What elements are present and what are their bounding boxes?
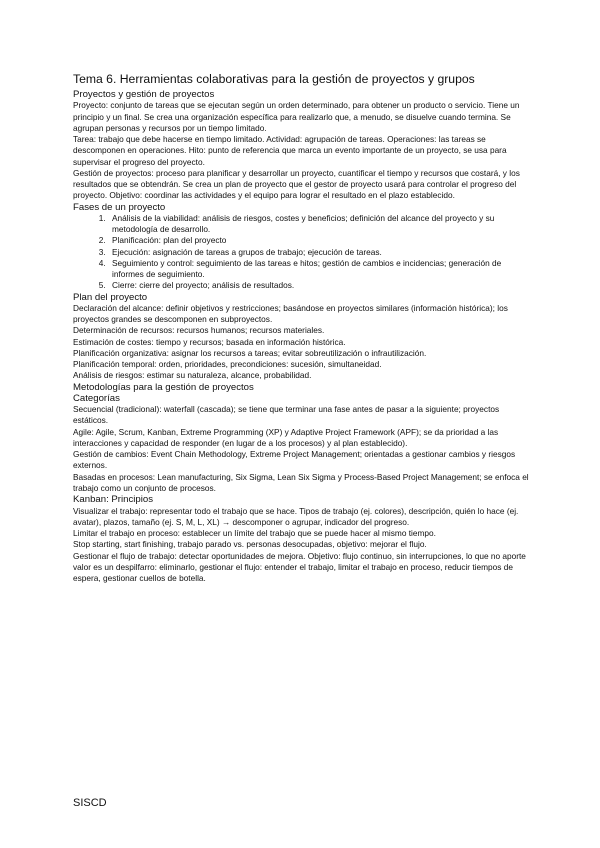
paragraph-gestion: Gestión de proyectos: proceso para planificar y desarrollar un proyecto, cuantificar el tiempo y recursos que costará, y los resultados que se obtendrán. Se crea un plan de proyecto que el gestor de proyecto usará para controlar el progreso del proyecto. Objetivo: coordinar las actividades y el equipo para lograr el resultado en el plazo establecido. <box>73 167 520 201</box>
kanban-line: Visualizar el trabajo: representar todo el trabajo que se hace. Tipos de trabajo (ej. colores), descripción, quién lo hace (ej. avatar), plazos, tamaño (ej. S, M, L, XL) → descomponer o agrupar, indicador del progreso. <box>73 505 519 527</box>
plan-line: Determinación de recursos: recursos humanos; recursos materiales. <box>73 325 325 336</box>
plan-line: Declaración del alcance: definir objetivos y restricciones; basándose en proyectos similares (información histórica); los proyectos grandes se descomponen en subproyectos. <box>73 302 508 325</box>
paragraph-proyecto: Proyecto: conjunto de tareas que se ejecutan según un orden determinado, para obtener un producto o servicio. Tiene un principio y un final. Se crea una organización específica para realizarlo que, a menudo, se disuelve cuando termina. Se agrupan personas y recursos por un tiempo limitado. <box>73 100 520 133</box>
phase-item: 1. Análisis de la viabilidad: análisis de riesgos, costes y beneficios; definición del alcance del proyecto y su metodología de desarrollo. <box>108 213 535 236</box>
phase-item: 2. Planificación: plan del proyecto <box>108 235 535 246</box>
page-title: Tema 6. Herramientas colaborativas para la gestión de proyectos y grupos <box>73 72 475 86</box>
section-heading-fases: Fases de un proyecto <box>73 201 166 213</box>
plan-line: Planificación organizativa: asignar los recursos a tareas; evitar sobreutilización o infrautilización. <box>73 347 427 358</box>
phase-item: 4. Seguimiento y control: seguimiento de las tareas e hitos; gestión de cambios e incidencias; generación de informes de seguimiento. <box>108 258 535 281</box>
phase-item: 3. Ejecución: asignación de tareas a grupos de trabajo; ejecución de tareas. <box>108 247 535 258</box>
section-heading-metodologias: Metodologías para la gestión de proyectos <box>73 381 254 393</box>
phases-list <box>73 213 535 292</box>
section-heading-kanban: Kanban: Principios <box>73 494 153 506</box>
paragraph-tarea: Tarea: trabajo que debe hacerse en tiempo limitado. Actividad: agrupación de tareas. Operaciones: las tareas se descomponen en operaciones. Hito: punto de referencia que marca un evento importante de un proyecto, se usa para supervisar el progreso del proyecto. <box>73 134 507 167</box>
plan-line: Estimación de costes: tiempo y recursos; basada en información histórica. <box>73 336 346 347</box>
phase-item: 5. Cierre: cierre del proyecto; análisis de resultados. <box>108 280 535 291</box>
plan-line: Planificación temporal: orden, prioridades, precondiciones: sucesión, simultaneidad. <box>73 359 382 370</box>
method-line: Agile: Agile, Scrum, Kanban, Extreme Programming (XP) y Adaptive Project Framework (APF); se da prioridad a las interacciones y capacidad de responder (en lugar de a los procesos) y al plan establecido). <box>73 426 499 448</box>
section-heading-proyectos: Proyectos y gestión de proyectos <box>73 89 215 100</box>
kanban-line: Gestionar el flujo de trabajo: detectar oportunidades de mejora. Objetivo: flujo continuo, sin interrupciones, lo que no aporte valor es un despilfarro: eliminarlo, gestionar el flujo: entender el trabajo, limitar el trabajo en proceso, reducir tiempos de espera, gestionar cuellos de botella. <box>73 550 526 584</box>
method-line: Secuencial (tradicional): waterfall (cascada); se tiene que terminar una fase antes de pasar a la siguiente; proyectos estáticos. <box>73 404 500 426</box>
plan-line: Análisis de riesgos: estimar su naturaleza, alcance, probabilidad. <box>73 370 312 381</box>
kanban-line: Stop starting, start finishing, trabajo parado vs. personas desocupadas, objetivo: mejorar el flujo. <box>73 539 427 550</box>
method-line: Gestión de cambios: Event Chain Methodology, Extreme Project Management; orientadas a gestionar cambios y riesgos externos. <box>73 449 516 471</box>
footer-label: SISCD <box>73 797 107 809</box>
subheading-categorias: Categorías <box>73 392 120 404</box>
section-heading-plan: Plan del proyecto <box>73 291 148 303</box>
kanban-line: Limitar el trabajo en proceso: establecer un límite del trabajo que se puede hacer al mismo tiempo. <box>73 528 436 539</box>
document-body <box>73 72 535 584</box>
method-line: Basadas en procesos: Lean manufacturing, Six Sigma, Lean Six Sigma y Process-Based Project Management; se enfoca el trabajo como un conjunto de procesos. <box>73 471 529 493</box>
